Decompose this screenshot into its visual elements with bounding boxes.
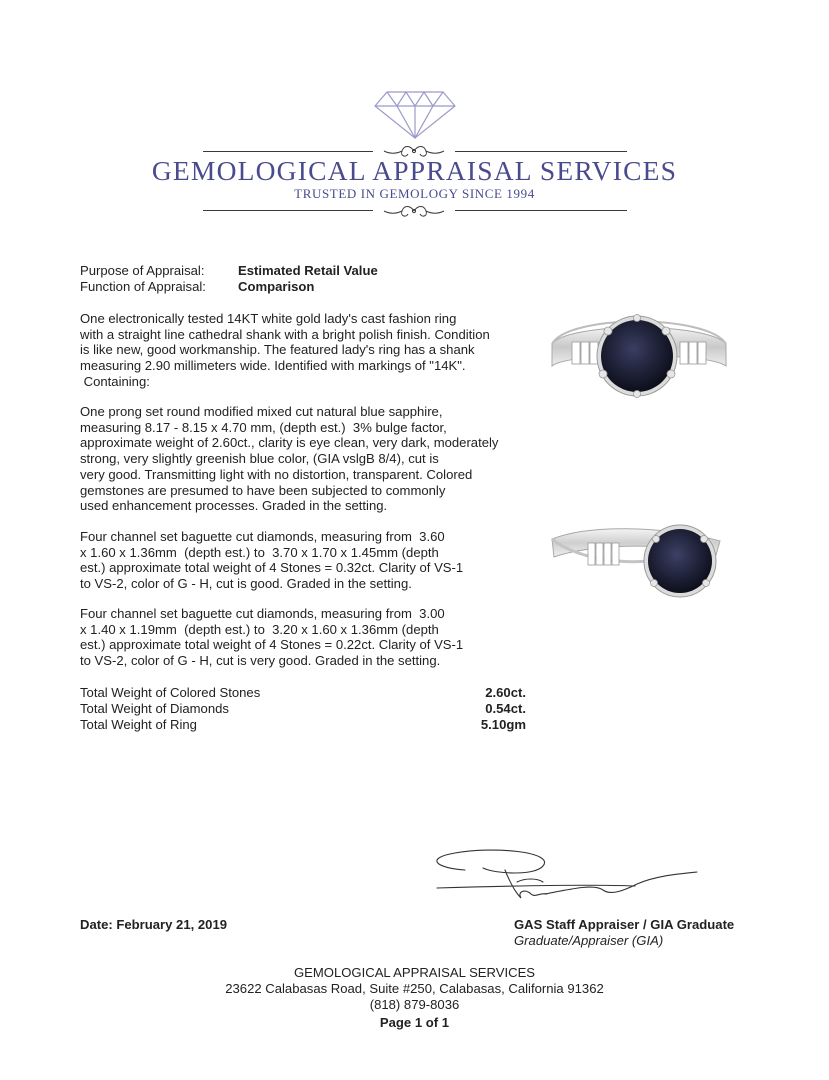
header-rule-top-left	[203, 151, 373, 152]
text-line: x 1.40 x 1.19mm (depth est.) to 3.20 x 1.60 x 1.36mm (depth	[80, 621, 439, 637]
text-line: Containing:	[80, 373, 150, 389]
text-line: to VS-2, color of G - H, cut is very good. Graded in the setting.	[80, 653, 441, 669]
appraisal-date: Date: February 21, 2019	[80, 917, 228, 932]
brand-name: GEMOLOGICAL APPRAISAL SERVICES	[151, 155, 678, 186]
text-line: with a straight line cathedral shank with a bright polish finish. Condition	[80, 326, 490, 342]
brand-tagline: TRUSTED IN GEMOLOGY SINCE 1994	[294, 186, 535, 201]
function-value: Comparison	[238, 279, 315, 294]
header-rule-bottom-left	[203, 210, 373, 211]
text-line: Four channel set baguette cut diamonds, measuring from 3.00	[80, 606, 445, 621]
total-diamonds-value: 0.54ct.	[485, 701, 526, 716]
total-diamonds-label: Total Weight of Diamonds	[80, 701, 229, 716]
text-line: gemstones are presumed to have been subjected to commonly	[80, 482, 446, 498]
footer-phone: (818) 879-8036	[369, 997, 460, 1012]
appraiser-title: GAS Staff Appraiser / GIA Graduate	[514, 917, 735, 932]
purpose-label: Purpose of Appraisal:	[80, 263, 205, 278]
text-line: est.) approximate total weight of 4 Stones = 0.32ct. Clarity of VS-1	[80, 560, 464, 576]
text-line: very good. Transmitting light with no distortion, transparent. Colored	[80, 466, 473, 482]
text-line: measuring 2.90 millimeters wide. Identified with markings of "14K".	[80, 358, 466, 374]
text-line: Four channel set baguette cut diamonds, measuring from 3.60	[80, 529, 445, 544]
sapphire-description	[80, 404, 498, 514]
diamond-outline-icon	[373, 90, 457, 140]
footer-address: 23622 Calabasas Road, Suite #250, Calabasas, California 91362	[225, 981, 604, 996]
text-line: measuring 8.17 - 8.15 x 4.70 mm, (depth est.) 3% bulge factor,	[80, 419, 447, 435]
ring-description	[80, 311, 490, 390]
total-ring-label: Total Weight of Ring	[80, 717, 197, 732]
text-line: One electronically tested 14KT white gold lady's cast fashion ring	[80, 311, 457, 326]
header-rule-top-right	[455, 151, 627, 152]
diamonds-description-2	[80, 606, 463, 669]
ring-front-photo	[548, 304, 730, 404]
text-line: is like new, good workmanship. The featured lady's ring has a shank	[80, 342, 475, 358]
function-label: Function of Appraisal:	[80, 279, 206, 294]
purpose-value: Estimated Retail Value	[238, 263, 378, 278]
footer-company: GEMOLOGICAL APPRAISAL SERVICES	[293, 965, 536, 980]
header-rule-bottom-right	[455, 210, 627, 211]
ring-side-photo	[548, 517, 723, 602]
text-line: strong, very slightly greenish blue color, (GIA vslgB 8/4), cut is	[80, 451, 439, 467]
text-line: approximate weight of 2.60ct., clarity is eye clean, very dark, moderately	[80, 435, 499, 451]
text-line: to VS-2, color of G - H, cut is good. Graded in the setting.	[80, 576, 412, 592]
total-colored-stones-label: Total Weight of Colored Stones	[80, 685, 261, 700]
text-line: used enhancement processes. Graded in the setting.	[80, 498, 388, 514]
text-line: est.) approximate total weight of 4 Stones = 0.22ct. Clarity of VS-1	[80, 637, 464, 653]
diamonds-description-1	[80, 529, 463, 592]
total-colored-stones-value: 2.60ct.	[485, 685, 526, 700]
total-ring-value: 5.10gm	[480, 717, 526, 732]
page-number: Page 1 of 1	[379, 1015, 450, 1030]
appraiser-subtitle: Graduate/Appraiser (GIA)	[514, 933, 664, 948]
text-line: One prong set round modified mixed cut natural blue sapphire,	[80, 404, 443, 419]
ornament-flourish-icon	[378, 203, 450, 219]
text-line: x 1.60 x 1.36mm (depth est.) to 3.70 x 1.70 x 1.45mm (depth	[80, 544, 439, 560]
appraiser-signature	[425, 848, 705, 908]
